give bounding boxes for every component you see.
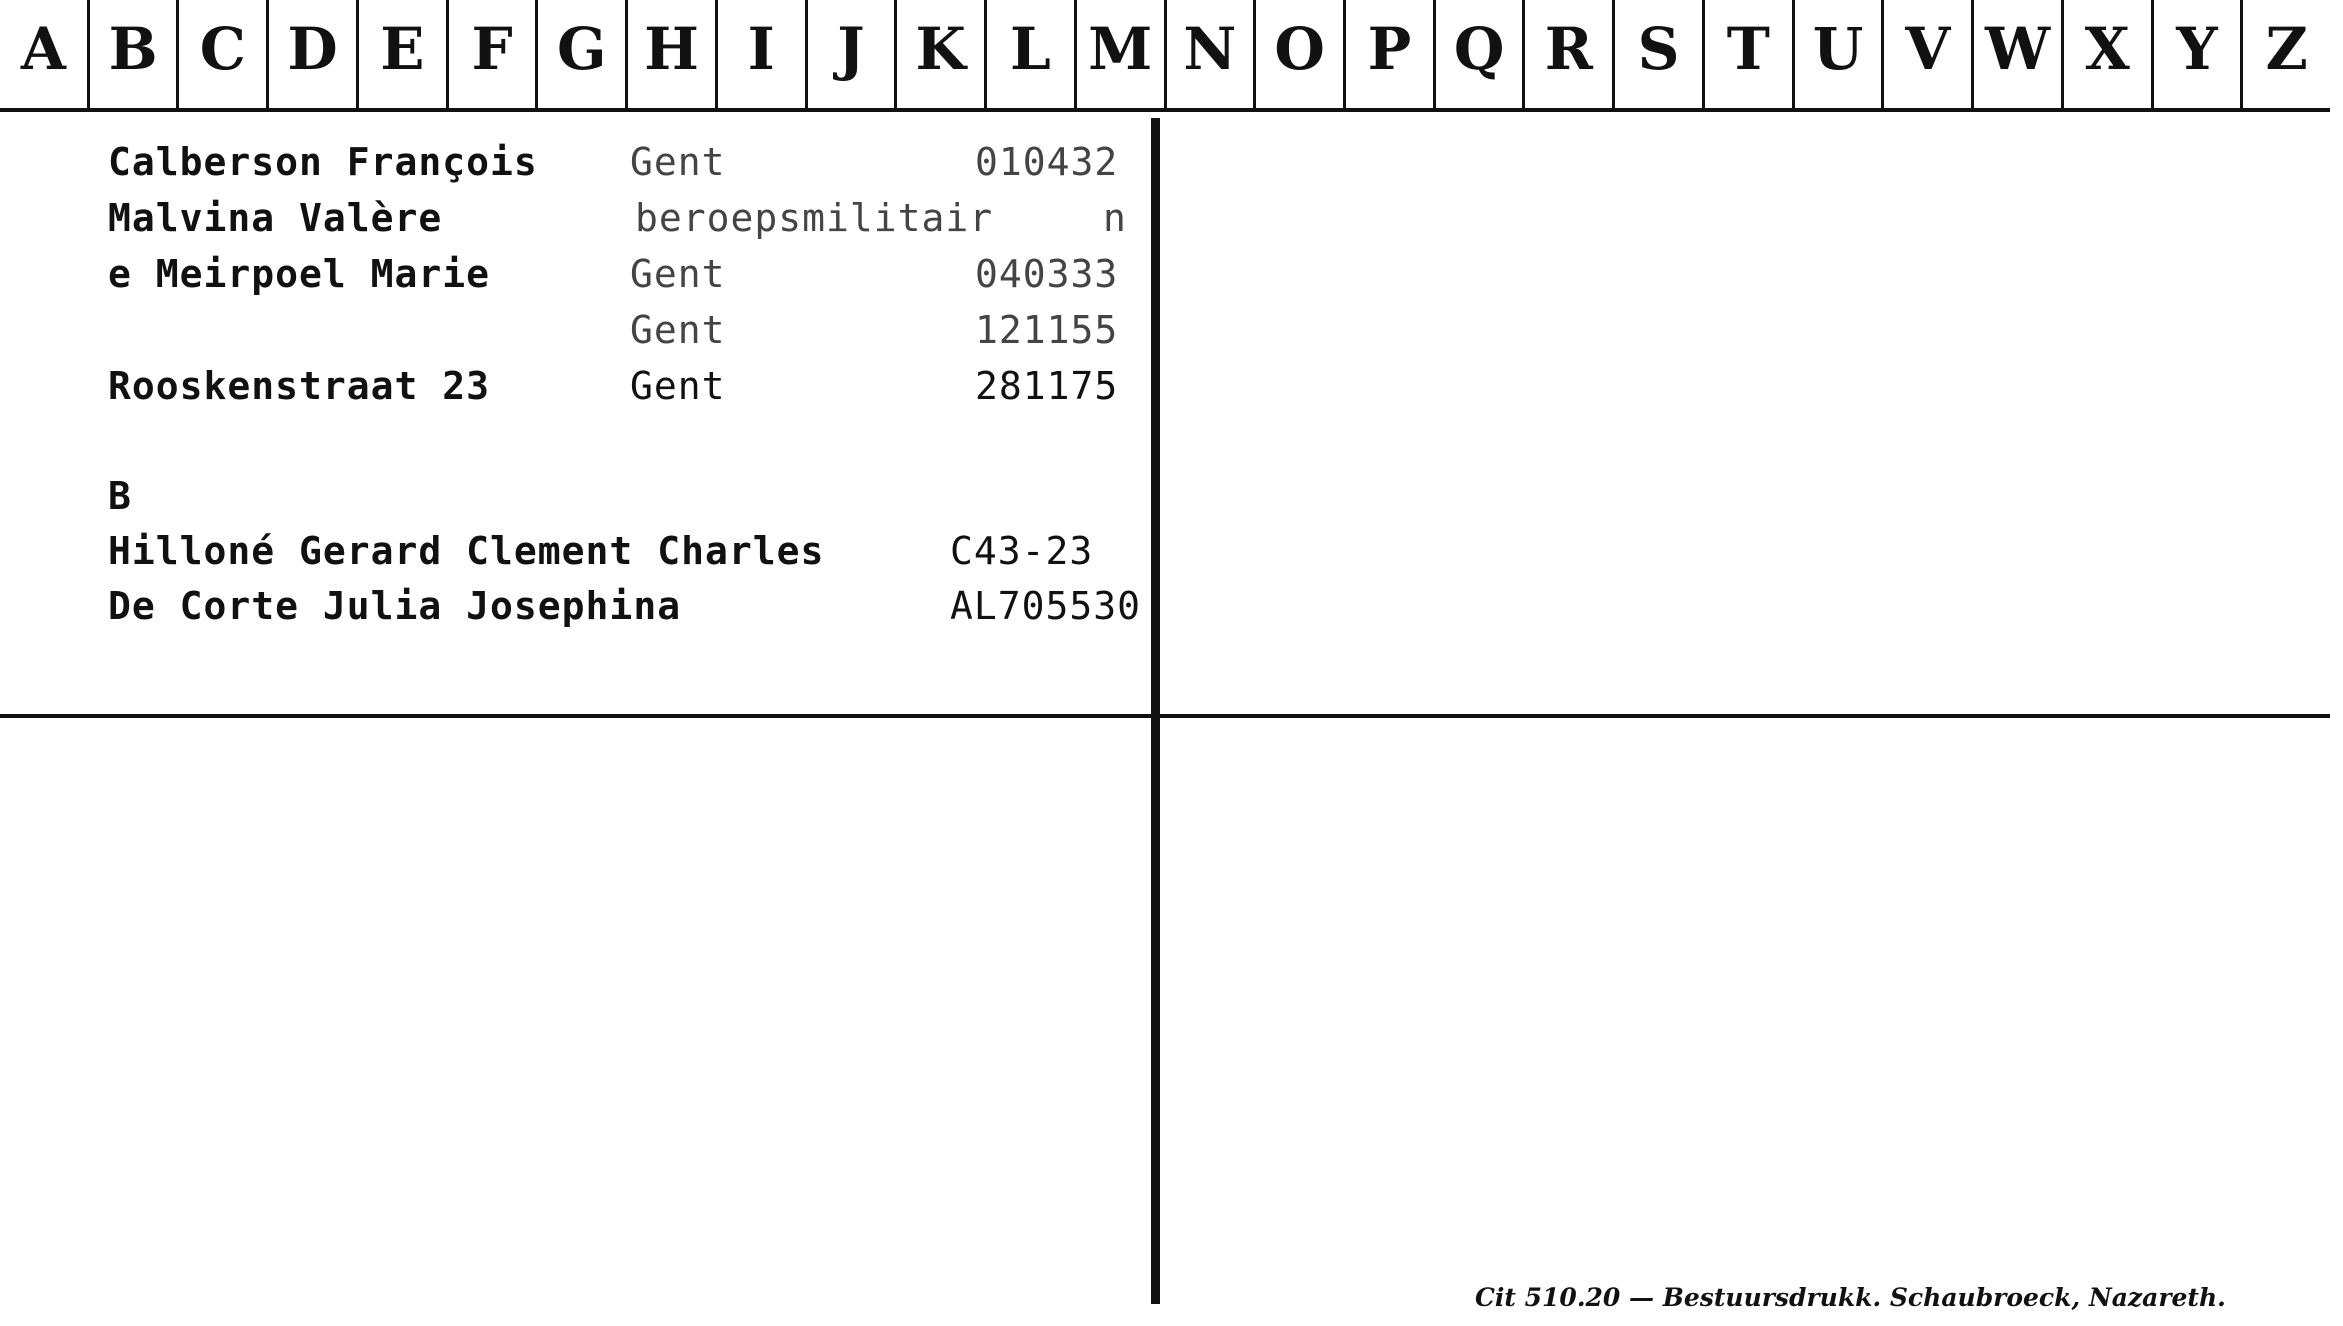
horizontal-divider bbox=[0, 714, 2330, 718]
alpha-tab-z: Z bbox=[2265, 15, 2308, 83]
alpha-tab-u: U bbox=[1795, 0, 1885, 108]
address-city: Gent bbox=[630, 364, 726, 408]
alpha-tab-x: X bbox=[2064, 0, 2154, 108]
alpha-tab-t: T bbox=[1705, 0, 1795, 108]
alpha-tab-s: S bbox=[1615, 0, 1705, 108]
birth-date: 010432 bbox=[975, 140, 1119, 184]
alpha-tab-m: M bbox=[1077, 0, 1167, 108]
address-date: 281175 bbox=[975, 364, 1119, 408]
ditto-mark: n bbox=[1103, 196, 1127, 240]
alphabet-index-strip bbox=[0, 0, 2330, 112]
third-person-code: AL705530 bbox=[950, 584, 1142, 628]
address: Rooskenstraat 23 bbox=[108, 364, 491, 408]
given-names: Malvina Valère bbox=[108, 196, 443, 240]
alpha-tab-b: B bbox=[90, 0, 180, 108]
alpha-tab-y: Y bbox=[2154, 0, 2244, 108]
alpha-tab-j: J bbox=[808, 0, 898, 108]
person-name: Calberson François bbox=[108, 140, 538, 184]
third-person-name: De Corte Julia Josephina bbox=[108, 584, 682, 628]
alpha-tab-l: L bbox=[987, 0, 1077, 108]
alpha-tab-o: O bbox=[1256, 0, 1346, 108]
section-letter: B bbox=[108, 474, 132, 518]
alpha-tab-f: F bbox=[449, 0, 539, 108]
alpha-tab-g: G bbox=[538, 0, 628, 108]
marriage-place: Gent bbox=[630, 308, 726, 352]
occupation: beroepsmilitair bbox=[635, 196, 994, 240]
second-person-name: Hilloné Gerard Clement Charles bbox=[108, 529, 825, 573]
printer-imprint: Cit 510.20 — Bestuursdrukk. Schaubroeck, Nazareth. bbox=[1475, 1283, 2226, 1312]
second-person-code: C43-23 bbox=[950, 529, 1094, 573]
marriage-date: 121155 bbox=[975, 308, 1119, 352]
alpha-tab-q: Q bbox=[1436, 0, 1526, 108]
alpha-tab-w: W bbox=[1974, 0, 2064, 108]
spouse-name: e Meirpoel Marie bbox=[108, 252, 491, 296]
alpha-tab-i: I bbox=[718, 0, 808, 108]
alpha-tab-p: P bbox=[1346, 0, 1436, 108]
birth-place: Gent bbox=[630, 140, 726, 184]
alpha-tab-r: R bbox=[1525, 0, 1615, 108]
alpha-tab-e: E bbox=[359, 0, 449, 108]
alpha-tab-c: C bbox=[179, 0, 269, 108]
spouse-birth-date: 040333 bbox=[975, 252, 1119, 296]
alpha-tab-k: K bbox=[897, 0, 987, 108]
alpha-tab-d: D bbox=[269, 0, 359, 108]
vertical-divider bbox=[1151, 118, 1160, 1304]
alpha-tab-a: A bbox=[0, 0, 90, 108]
alpha-tab-h: H bbox=[628, 0, 718, 108]
alpha-tab-n: N bbox=[1167, 0, 1257, 108]
spouse-birth-place: Gent bbox=[630, 252, 726, 296]
alpha-tab-v: V bbox=[1884, 0, 1974, 108]
